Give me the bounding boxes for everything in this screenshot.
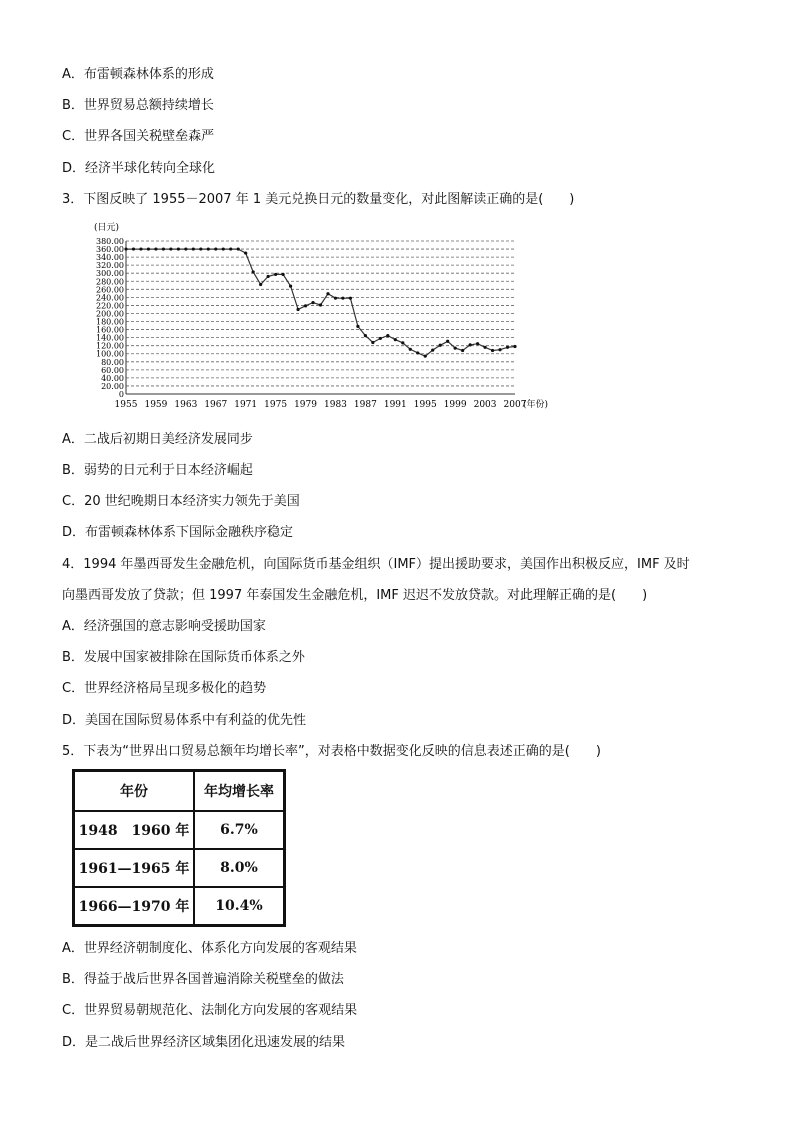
chart-point <box>356 325 359 328</box>
chart-point <box>394 338 397 341</box>
chart-point <box>469 343 472 346</box>
chart-x-tick-label: 1999 <box>443 400 467 410</box>
chart-point <box>237 247 240 250</box>
table-row <box>74 849 285 887</box>
chart-point <box>229 247 232 250</box>
chart-x-tick-label: 1959 <box>144 400 168 410</box>
chart-y-tick-label: 220.00 <box>96 301 124 311</box>
table-cell-rate: 10.4% <box>194 887 285 926</box>
chart-point <box>214 247 217 250</box>
q2-option-a: A．布雷顿森林体系的形成 <box>62 67 214 82</box>
chart-point <box>461 349 464 352</box>
q2-option-c: C．世界各国关税壁垒森严 <box>62 129 215 144</box>
chart-y-tick-label: 140.00 <box>96 333 124 343</box>
chart-x-tick-label: 1991 <box>383 400 407 410</box>
chart-xlabel: (年份) <box>523 400 549 410</box>
chart-point <box>364 334 367 337</box>
q3-option-a: A．二战后初期日美经济发展同步 <box>62 432 253 447</box>
chart-point <box>409 348 412 351</box>
chart-point <box>483 346 486 349</box>
chart-y-tick-label: 100.00 <box>96 349 124 359</box>
chart-y-tick-label: 200.00 <box>96 309 124 319</box>
q4-option-c: C．世界经济格局呈现多极化的趋势 <box>62 681 267 696</box>
yen-exchange-chart <box>90 221 560 415</box>
q5-option-c: C．世界贸易朝规范化、法制化方向发展的客观结果 <box>62 1003 358 1018</box>
chart-point <box>454 347 457 350</box>
q3-stem: 3．下图反映了 1955－2007 年 1 美元兑换日元的数量变化，对此图解读正确的是( ) <box>62 192 575 207</box>
chart-point <box>267 275 270 278</box>
chart-point <box>311 301 314 304</box>
chart-point <box>139 247 142 250</box>
chart-point <box>154 247 157 250</box>
table-header-year: 年份 <box>74 771 195 812</box>
q4-stem-line1: 4．1994 年墨西哥发生金融危机，向国际货币基金组织（IMF）提出援助要求，美国作出积极反应，IMF 及时 <box>62 557 690 572</box>
chart-y-tick-label: 0 <box>118 390 124 399</box>
chart-point <box>199 247 202 250</box>
q5-option-d: D．是二战后世界经济区域集团化迅速发展的结果 <box>62 1035 346 1050</box>
chart-x-tick-label: 1995 <box>413 400 437 410</box>
q2-option-d: D．经济半球化转向全球化 <box>62 161 216 176</box>
table-cell-rate: 6.7% <box>194 811 285 849</box>
chart-point <box>124 247 127 250</box>
chart-point <box>341 297 344 300</box>
chart-point <box>326 292 329 295</box>
chart-point <box>222 247 225 250</box>
q4-option-d: D．美国在国际贸易体系中有利益的优先性 <box>62 713 307 728</box>
chart-point <box>513 345 516 348</box>
chart-y-tick-label: 160.00 <box>96 325 124 335</box>
chart-x-tick-label: 1983 <box>324 400 347 410</box>
chart-x-ticks <box>115 400 527 410</box>
chart-point <box>259 283 262 286</box>
q3-option-c: C．20 世纪晚期日本经济实力领先于美国 <box>62 494 300 509</box>
chart-point <box>401 341 404 344</box>
chart-x-tick-label: 1987 <box>353 400 377 410</box>
table-cell-year: 1961—1965 年 <box>74 849 195 887</box>
chart-point <box>304 304 307 307</box>
table-header-row <box>74 771 285 812</box>
chart-point <box>424 355 427 358</box>
chart-points <box>124 247 516 357</box>
chart-y-tick-label: 60.00 <box>101 365 124 375</box>
q5-option-b: B．得益于战后世界各国普遍消除关税壁垒的做法 <box>62 972 344 987</box>
chart-y-tick-label: 280.00 <box>96 277 124 287</box>
chart-x-tick-label: 1967 <box>204 400 228 410</box>
chart-point <box>132 247 135 250</box>
chart-point <box>289 284 292 287</box>
chart-y-tick-label: 180.00 <box>96 317 124 327</box>
chart-point <box>192 247 195 250</box>
chart-x-tick-label: 1955 <box>114 400 138 410</box>
chart-point <box>431 349 434 352</box>
chart-y-tick-label: 300.00 <box>96 269 124 279</box>
chart-point <box>476 342 479 345</box>
chart-point <box>379 337 382 340</box>
chart-point <box>334 297 337 300</box>
chart-point <box>244 251 247 254</box>
chart-point <box>252 270 255 273</box>
chart-point <box>274 273 277 276</box>
chart-y-tick-label: 20.00 <box>101 381 124 391</box>
chart-point <box>386 334 389 337</box>
q4-stem-line2: 向墨西哥发放了贷款；但 1997 年泰国发生金融危机，IMF 迟迟不发放贷款。对此理解正确的是( ) <box>62 588 648 603</box>
q5-option-a: A．世界经济朝制度化、体系化方向发展的客观结果 <box>62 941 357 956</box>
chart-point <box>169 247 172 250</box>
chart-x-tick-label: 1975 <box>264 400 288 410</box>
chart-point <box>162 247 165 250</box>
chart-x-tick-label: 1971 <box>234 400 258 410</box>
chart-ylabel: (日元) <box>94 223 120 233</box>
q2-option-b: B．世界贸易总额持续增长 <box>62 98 214 113</box>
table-header-rate: 年均增长率 <box>194 771 285 812</box>
chart-point <box>416 351 419 354</box>
q3-option-b: B．弱势的日元利于日本经济崛起 <box>62 463 253 478</box>
chart-y-tick-label: 320.00 <box>96 261 124 271</box>
chart-y-tick-label: 380.00 <box>96 237 124 246</box>
chart-point <box>349 297 352 300</box>
chart-point <box>207 247 210 250</box>
q4-option-b: B．发展中国家被排除在国际货币体系之外 <box>62 650 305 665</box>
chart-gridlines <box>126 241 515 386</box>
chart-point <box>147 247 150 250</box>
chart-point <box>498 348 501 351</box>
chart-y-tick-label: 240.00 <box>96 293 124 303</box>
chart-x-tick-label: 1963 <box>174 400 198 410</box>
chart-y-tick-label: 260.00 <box>96 285 124 295</box>
chart-point <box>506 346 509 349</box>
chart-point <box>184 247 187 250</box>
chart-x-tick-label: 1979 <box>294 400 317 410</box>
chart-y-tick-label: 80.00 <box>101 357 124 367</box>
chart-point <box>439 344 442 347</box>
chart-x-tick-label: 2007 <box>503 400 527 410</box>
q3-option-d: D．布雷顿森林体系下国际金融秩序稳定 <box>62 525 294 540</box>
table-row <box>74 811 285 849</box>
chart-point <box>296 308 299 311</box>
table-row <box>74 887 285 926</box>
q5-stem: 5．下表为“世界出口贸易总额年均增长率”，对表格中数据变化反映的信息表述正确的是( ) <box>62 744 601 759</box>
q4-option-a: A．经济强国的意志影响受援助国家 <box>62 619 266 634</box>
chart-point <box>177 247 180 250</box>
chart-point <box>491 349 494 352</box>
table-cell-year: 1966—1970 年 <box>74 887 195 926</box>
chart-point <box>319 303 322 306</box>
chart-point <box>281 273 284 276</box>
export-growth-table <box>72 769 286 927</box>
table-cell-year: 1948 1960 年 <box>74 811 195 849</box>
chart-y-tick-label: 360.00 <box>96 245 124 255</box>
chart-x-tick-label: 2003 <box>473 400 497 410</box>
table-cell-rate: 8.0% <box>194 849 285 887</box>
chart-point <box>446 340 449 343</box>
chart-y-tick-label: 120.00 <box>96 341 124 351</box>
chart-point <box>371 341 374 344</box>
chart-y-tick-label: 340.00 <box>96 253 124 263</box>
chart-y-ticks <box>96 237 124 399</box>
chart-y-tick-label: 40.00 <box>101 373 124 383</box>
